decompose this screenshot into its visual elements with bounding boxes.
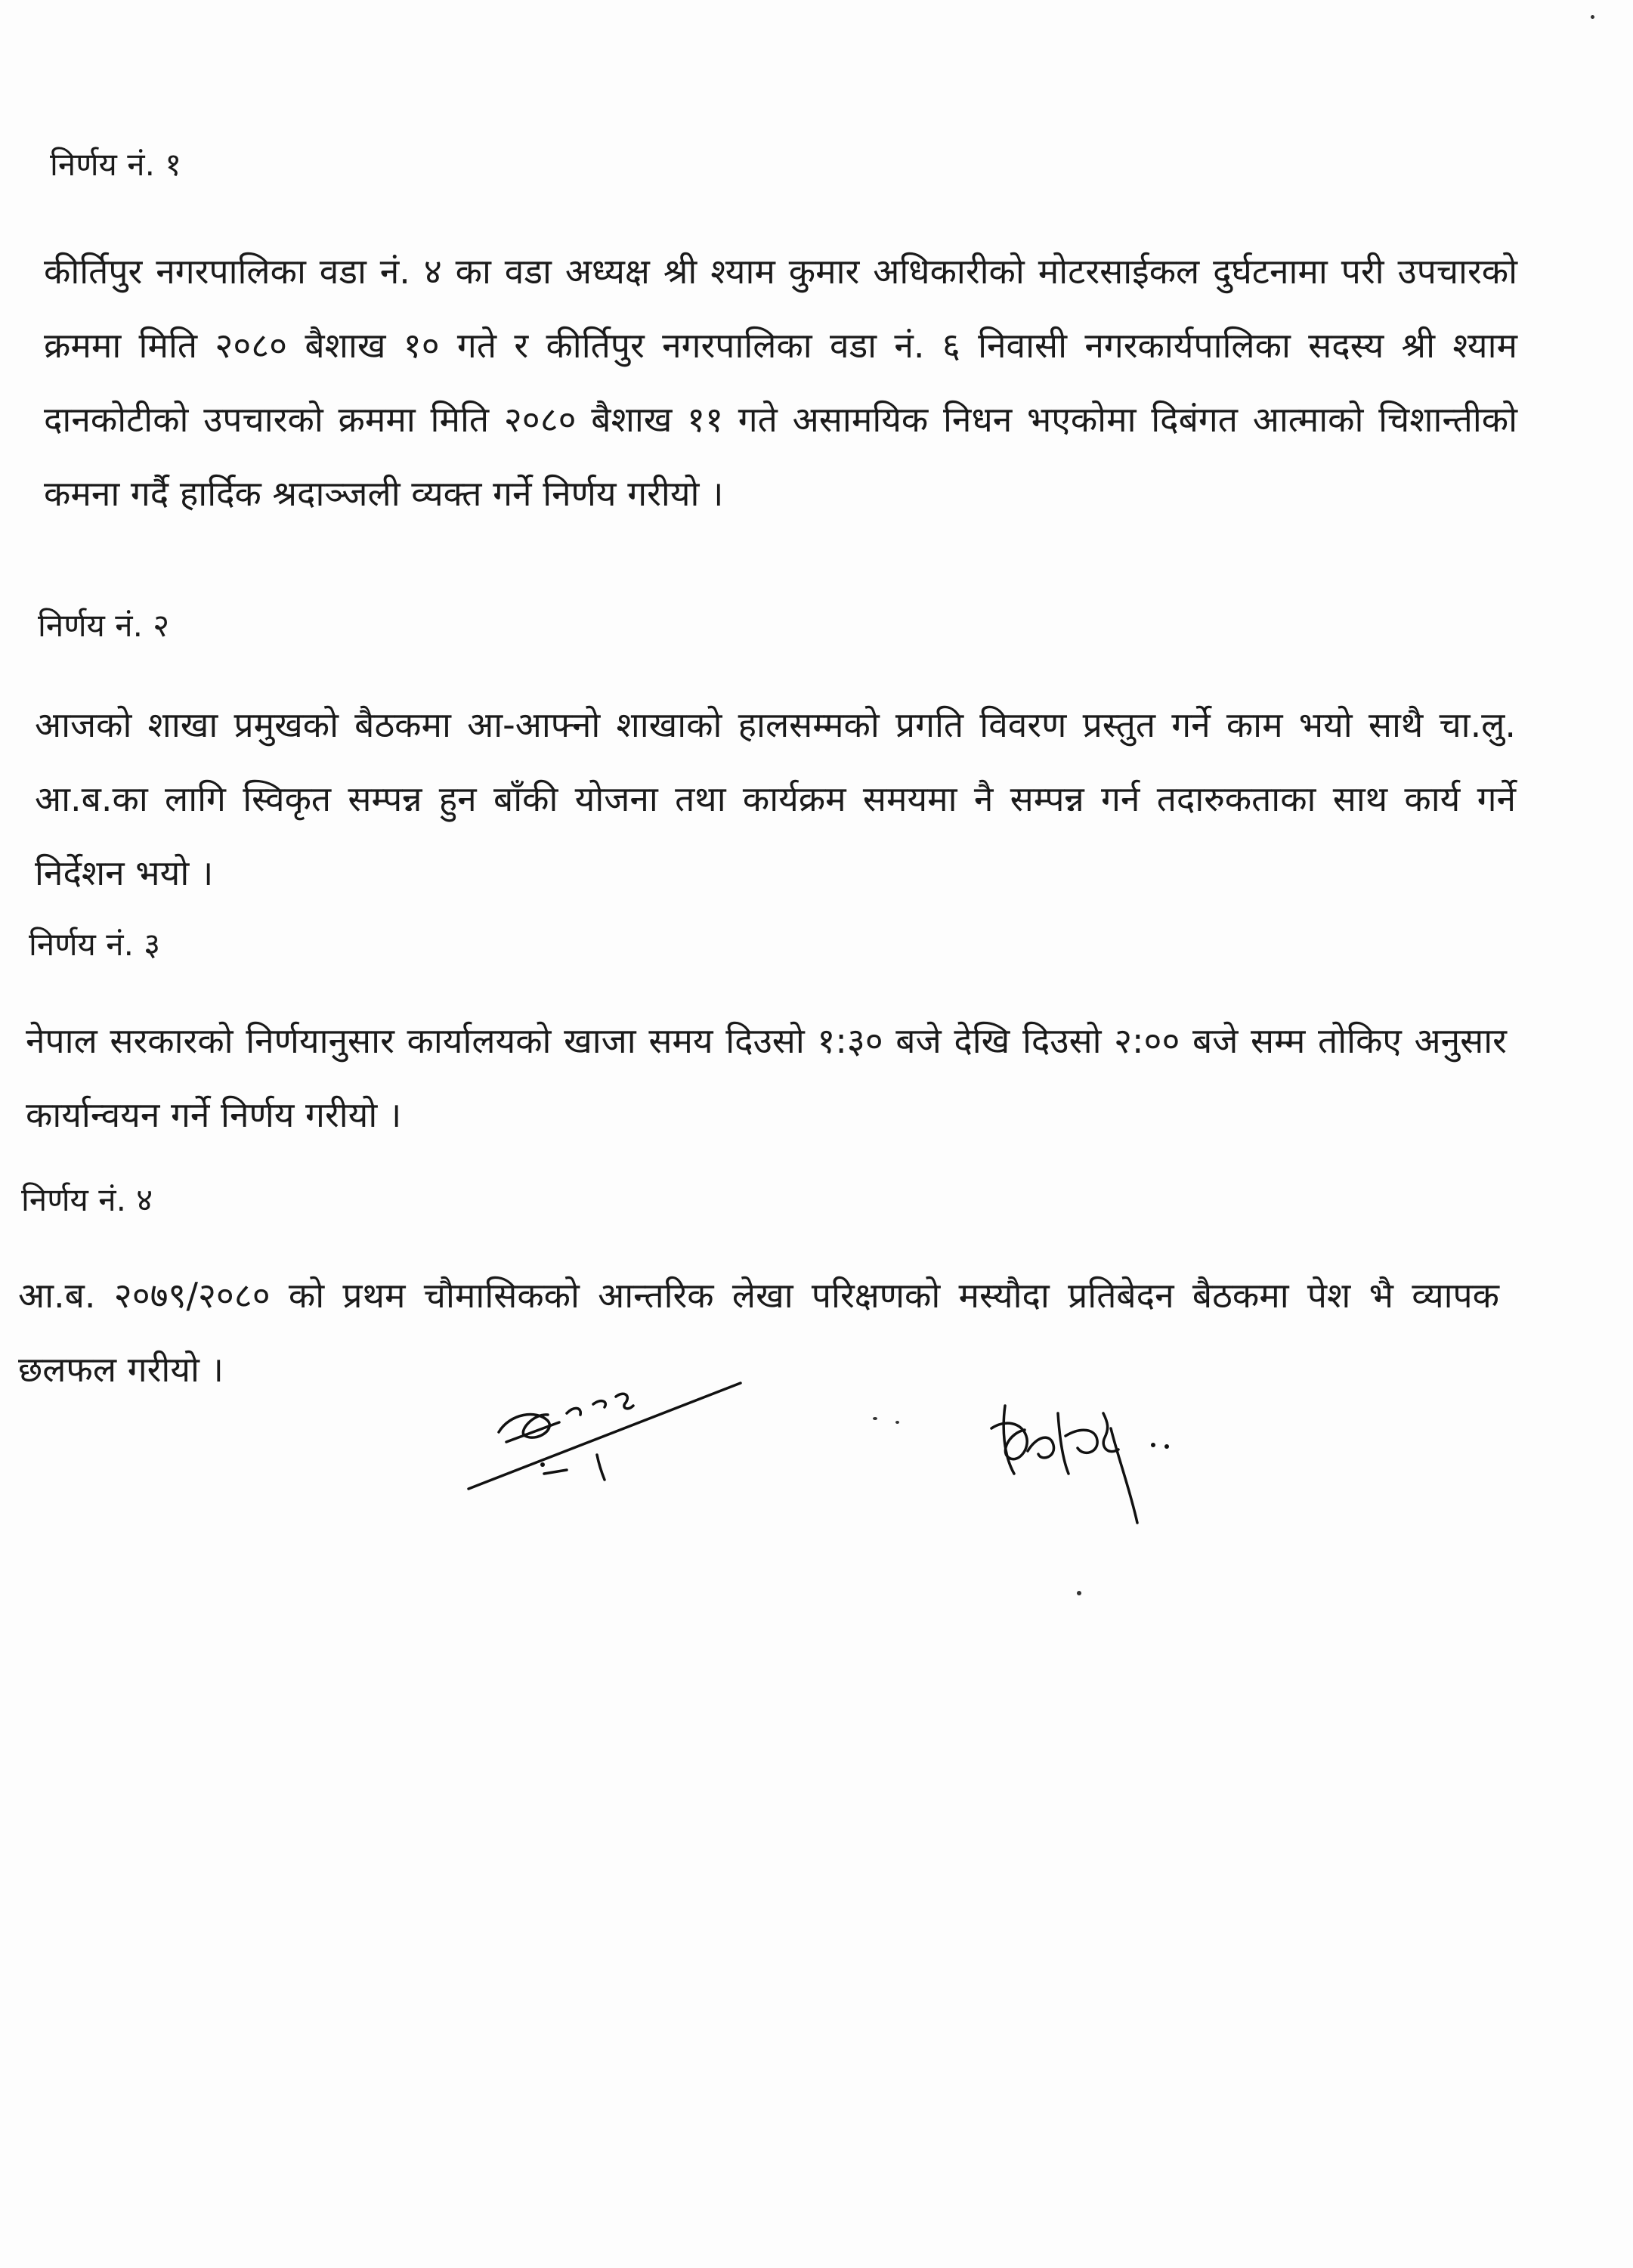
decision-1-text: कीर्तिपुर नगरपालिका वडा नं. ४ का वडा अध्यक्ष श्री श्याम कुमार अधिकारीको मोटरसाईकल दुर्घटनामा परी उपचारको क्रममा मिति २०८० बैशाख १० गते र कीर्तिपुर नगरपालिका वडा नं. ६ निवासी नगरकार्यपालिका सदस्य श्री श्याम दानकोटीको उपचारको क्रममा मिति २०८० बैशाख ११ गते असामयिक निधन भएकोमा दिबंगत आत्माको चिशान्तीको कमना गर्दै हार्दिक श्रदाञ्जली व्यक्त गर्ने निर्णय गरीयो । [44, 251, 1517, 514]
decision-2-heading: निर्णय नं. २ [38, 607, 170, 644]
scan-speck [1591, 15, 1594, 19]
signature-left-image [453, 1360, 771, 1511]
scan-speck [1077, 1591, 1081, 1595]
decision-4-heading: निर्णय नं. ४ [21, 1181, 153, 1218]
scan-speck [895, 1421, 899, 1424]
decision-4-text: आ.ब. २०७९/२०८० को प्रथम चौमासिकको आन्तरिक लेखा परिक्षणको मस्यौदा प्रतिबेदन बैठकमा पेश भै व्यापक छलफल गरीयो । [18, 1275, 1499, 1390]
decision-3-heading: निर्णय नं. ३ [29, 926, 161, 963]
scan-speck [873, 1417, 877, 1420]
decision-2-text: आजको शाखा प्रमुखको बैठकमा आ-आफ्नो शाखाको हालसम्मको प्रगति विवरण प्रस्तुत गर्ने काम भयो साथै चा.लु. आ.ब.का लागि स्विकृत सम्पन्न हुन बाँकी योजना तथा कार्यक्रम समयमा नै सम्पन्न गर्न तदारुकताका साथ कार्य गर्ने निर्देशन भयो । [35, 704, 1516, 893]
signature-right-image [975, 1383, 1232, 1534]
decision-1-heading: निर्णय नं. १ [50, 146, 182, 183]
decision-3-text: नेपाल सरकारको निर्णयानुसार कार्यालयको खाजा समय दिउसो १:३० बजे देखि दिउसो २:०० बजे सम्म तोकिए अनुसार कार्यान्वयन गर्ने निर्णय गरीयो । [26, 1020, 1507, 1135]
